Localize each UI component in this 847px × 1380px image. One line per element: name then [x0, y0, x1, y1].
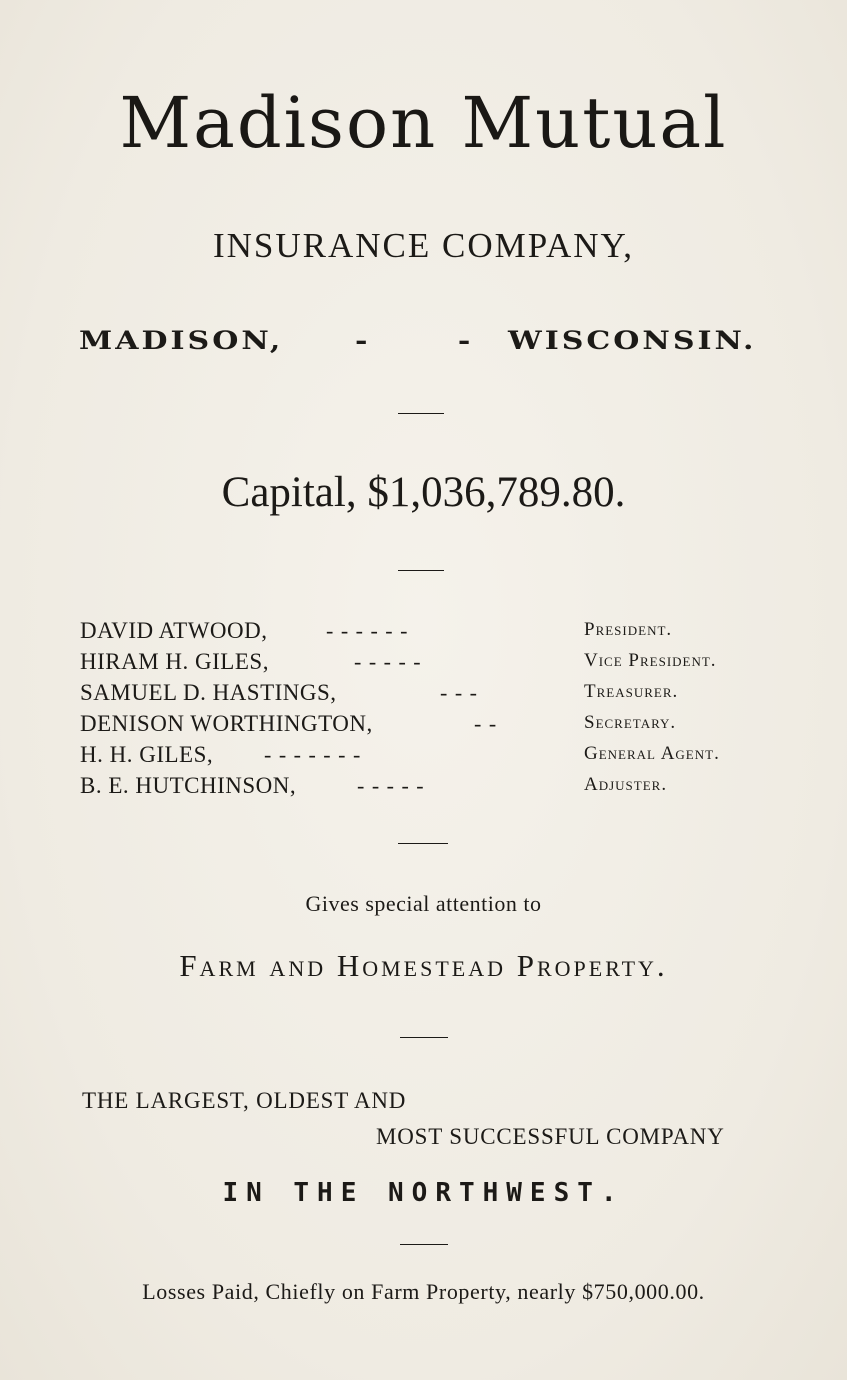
officer-name: B. E. HUTCHINSON,	[80, 773, 297, 798]
officer-leader-dashes: - - - - - -	[326, 618, 409, 643]
claim-line-2: MOST SUCCESSFUL COMPANY	[376, 1124, 725, 1149]
officer-leader-dashes: - - - - -	[357, 773, 425, 798]
divider-rule	[398, 413, 444, 414]
officer-title: Secretary.	[584, 712, 677, 733]
officer-title: President.	[584, 619, 673, 640]
company-subtitle: INSURANCE COMPANY,	[212, 226, 635, 265]
officer-name: SAMUEL D. HASTINGS,	[80, 680, 337, 705]
location-state: WISCONSIN.	[508, 326, 757, 356]
divider-rule	[398, 570, 444, 571]
divider-rule	[398, 843, 448, 844]
divider-rule	[400, 1244, 448, 1245]
claim-line-3: IN THE NORTHWEST.	[222, 1178, 625, 1208]
officer-title: Vice President.	[584, 650, 717, 671]
officer-name: DENISON WORTHINGTON,	[80, 711, 373, 736]
officer-name: H. H. GILES,	[80, 742, 214, 767]
officer-name: DAVID ATWOOD,	[80, 618, 268, 643]
claim-line-1: THE LARGEST, OLDEST AND	[82, 1088, 407, 1113]
officer-leader-dashes: - - - - - - -	[264, 742, 362, 767]
officer-leader-dashes: - - -	[440, 680, 478, 705]
divider-rule	[400, 1037, 448, 1038]
officer-title: Adjuster.	[584, 774, 668, 795]
officer-title: Treasurer.	[584, 681, 679, 702]
officer-leader-dashes: - - - - -	[354, 649, 422, 674]
attention-focus: Farm and Homestead Property.	[179, 948, 668, 983]
officer-leader-dashes: - -	[474, 711, 498, 736]
capital-statement: Capital, $1,036,789.80.	[221, 469, 626, 516]
officer-name: HIRAM H. GILES,	[80, 649, 269, 674]
losses-paid: Losses Paid, Chiefly on Farm Property, nearly $750,000.00.	[142, 1279, 705, 1304]
location-city: MADISON,	[79, 326, 284, 356]
attention-intro: Gives special attention to	[305, 891, 542, 916]
company-title: Madison Mutual	[119, 82, 728, 164]
location-dashes: - -	[355, 326, 511, 356]
officer-title: General Agent.	[584, 743, 720, 764]
